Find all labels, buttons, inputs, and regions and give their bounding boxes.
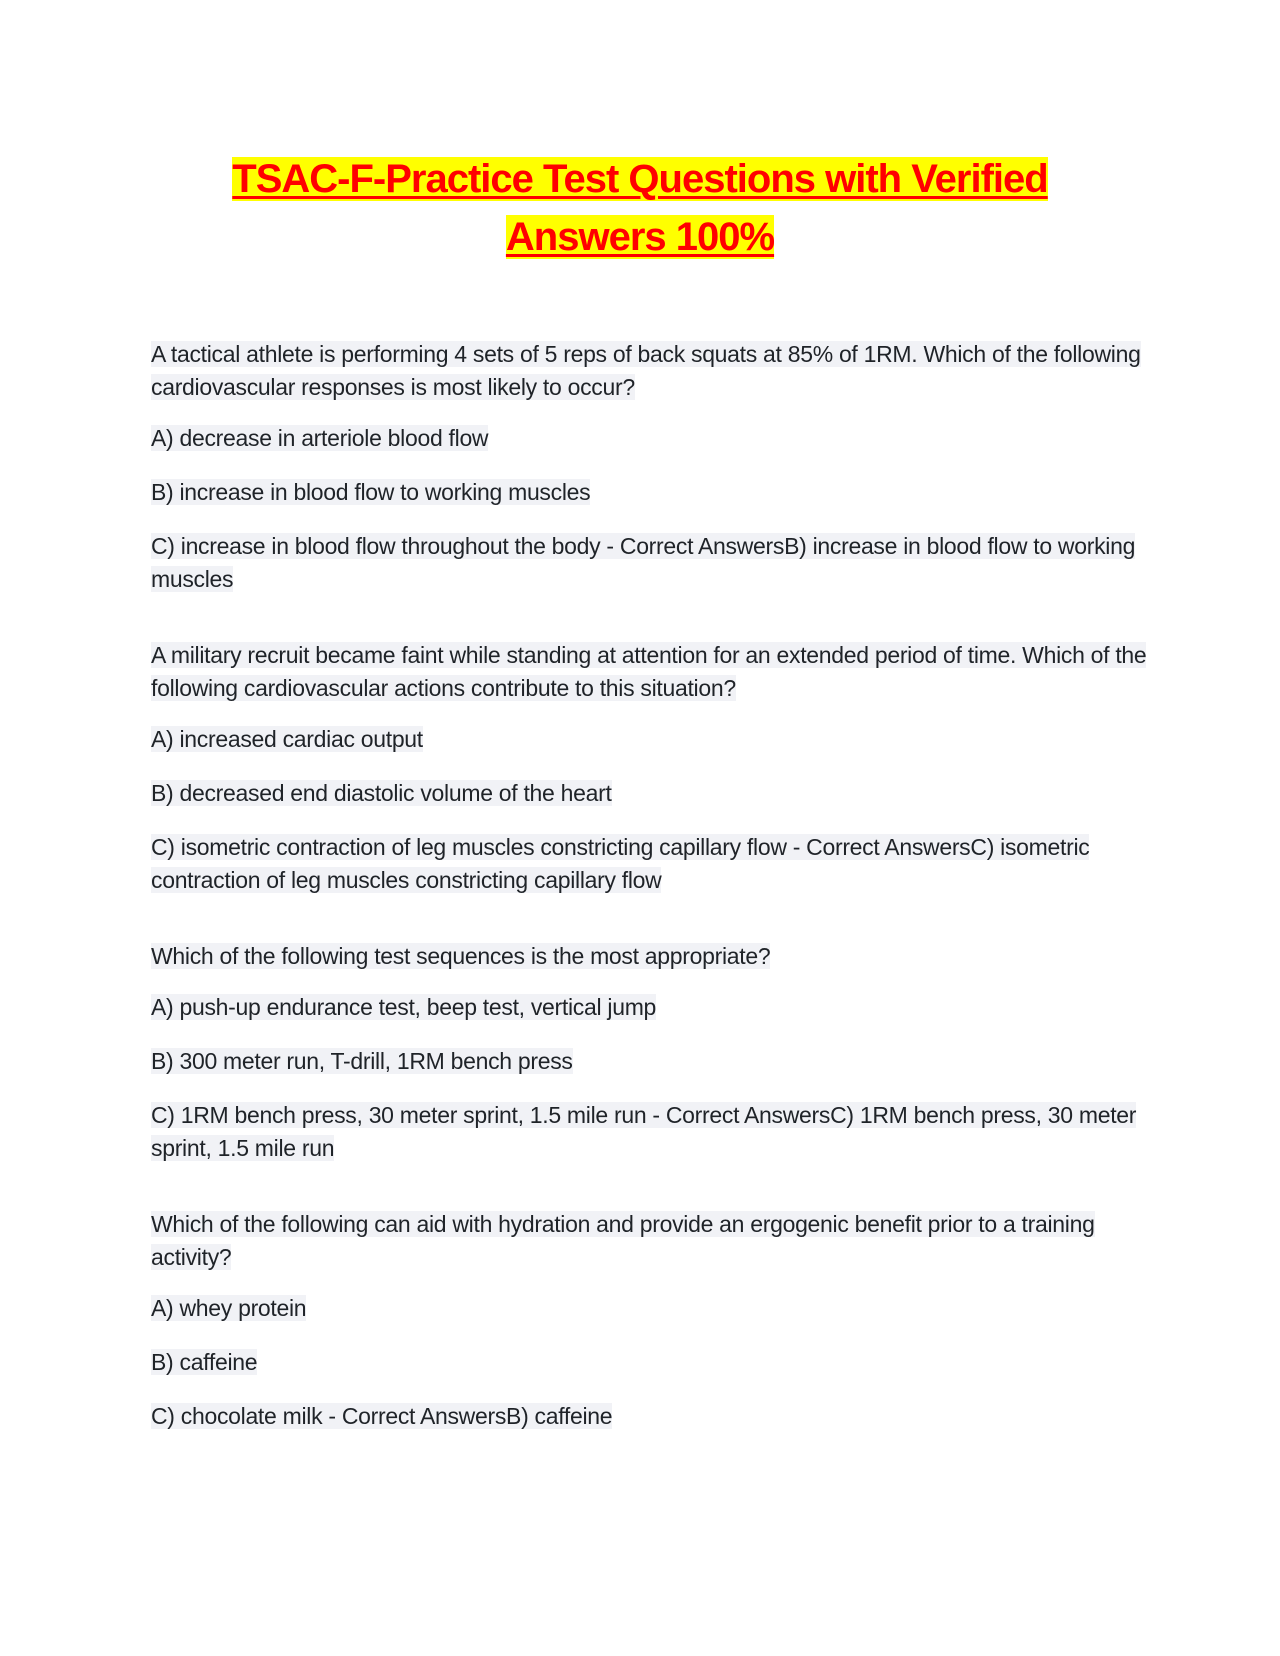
title-line-1: TSAC-F-Practice Test Questions with Verified	[232, 157, 1048, 201]
title-line-2: Answers 100%	[505, 215, 775, 259]
question-list	[151, 338, 1151, 1476]
document-title	[0, 150, 1280, 266]
option-b: B) decreased end diastolic volume of the heart	[151, 780, 612, 806]
option-a: A) decrease in arteriole blood flow	[151, 425, 489, 451]
option-b: B) increase in blood flow to working muscles	[151, 479, 591, 505]
question-2	[151, 639, 1151, 897]
option-a: A) whey protein	[151, 1295, 307, 1321]
option-a: A) push-up endurance test, beep test, vertical jump	[151, 994, 657, 1020]
option-c-with-answer: C) increase in blood flow throughout the body - Correct AnswersB) increase in blood flow to working muscles	[151, 533, 1136, 592]
question-stem: A tactical athlete is performing 4 sets of 5 reps of back squats at 85% of 1RM. Which of the following cardiovascular responses is most likely to occur?	[151, 341, 1141, 400]
question-4	[151, 1208, 1151, 1433]
option-b: B) caffeine	[151, 1349, 258, 1375]
option-c-with-answer: C) 1RM bench press, 30 meter sprint, 1.5 mile run - Correct AnswersC) 1RM bench press, 30 meter sprint, 1.5 mile run	[151, 1102, 1137, 1161]
question-stem: Which of the following can aid with hydration and provide an ergogenic benefit prior to a training activity?	[151, 1211, 1095, 1270]
question-3	[151, 940, 1151, 1165]
option-c-with-answer: C) isometric contraction of leg muscles constricting capillary flow - Correct AnswersC) isometric contraction of leg muscles constricting capillary flow	[151, 834, 1090, 893]
question-stem: Which of the following test sequences is the most appropriate?	[151, 943, 771, 969]
question-1	[151, 338, 1151, 596]
option-a: A) increased cardiac output	[151, 726, 423, 752]
option-b: B) 300 meter run, T-drill, 1RM bench press	[151, 1048, 573, 1074]
question-stem: A military recruit became faint while standing at attention for an extended period of time. Which of the following cardiovascular actions contribute to this situation?	[151, 642, 1147, 701]
option-c-with-answer: C) chocolate milk - Correct AnswersB) caffeine	[151, 1403, 613, 1429]
